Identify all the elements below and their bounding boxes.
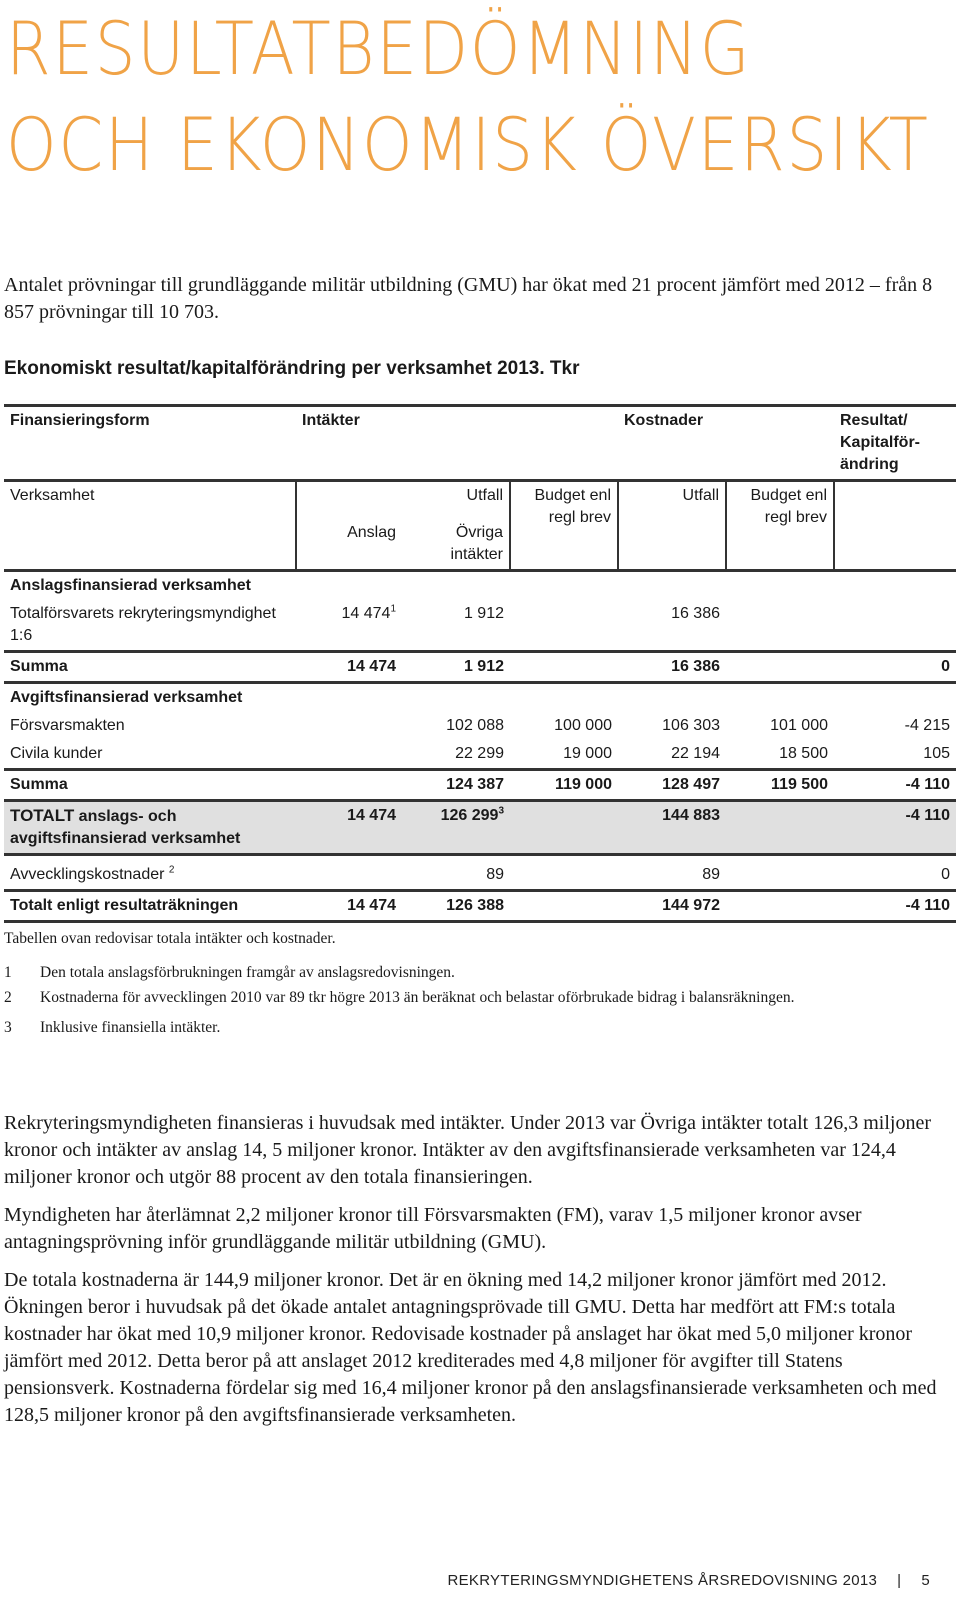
cell-kostnader-utfall: 144 972 (618, 891, 726, 922)
header-anslag: Anslag (347, 524, 396, 541)
header-intakter: Intäkter (296, 406, 618, 481)
header-budget-intakter: Budget enl regl brev (510, 481, 618, 571)
body-paragraph: Rekryteringsmyndigheten finansieras i huvudsak med intäkter. Under 2013 var Övriga intäkter totalt 126,3 miljoner kronor och intäkter av anslag 14, 5 miljoner kronor. Intäkter av den avgiftsfinansierade verksamheten var 124,4 miljoner kronor och utgör 88 procent av den totala finansieringen. (4, 1112, 932, 1188)
table-row (4, 712, 956, 740)
row-label: Avvecklingskostnader $^2$ (4, 855, 296, 891)
cell-ovriga: 126 388 (402, 891, 510, 922)
cell-resultat: -4 110 (834, 891, 956, 922)
section-row (4, 571, 956, 601)
cell-anslag: 14 474 (296, 801, 402, 855)
cell-resultat: 0 (834, 652, 956, 683)
page-title-line-2: OCH EKONOMISK ÖVERSIKT (6, 103, 930, 188)
cell-kostnader-utfall: 106 303 (662, 717, 720, 734)
body-paragraph: Myndigheten har återlämnat 2,2 miljoner kronor till Försvarsmakten (FM), varav 1,5 miljoner kronor avser antagningsprövning inför grundläggande militär utbildning (GMU). (4, 1204, 862, 1253)
cell-resultat: -4 110 (834, 770, 956, 801)
header-utfall-intakter: Utfall (296, 481, 510, 511)
footnote: 2 Kostnaderna för avvecklingen 2010 var 89 tkr högre 2013 än beräknat och belastar oförbrukade bidrag i balansräkningen. (4, 989, 795, 1006)
row-label: Civila kunder (10, 745, 103, 762)
body-text (4, 1110, 944, 1440)
table-caption: Ekonomiskt resultat/kapitalförändring per verksamhet 2013. Tkr (4, 358, 580, 379)
header-utfall-kostnader: Utfall (618, 481, 726, 571)
cell-anslag: 14 474 (296, 652, 402, 683)
cell-budget-intakter: 100 000 (554, 717, 612, 734)
cell-budget-kostnader: 101 000 (770, 717, 828, 734)
cell-ovriga: 89 (402, 855, 510, 891)
row-label: Försvarsmakten (10, 717, 125, 734)
footnote: 3 Inklusive finansiella intäkter. (4, 1019, 221, 1036)
cell-budget-intakter: 19 000 (563, 745, 612, 762)
table-header-row (4, 406, 956, 481)
cell-ovriga: 124 387 (402, 770, 510, 801)
header-ovriga: Övriga intäkter (450, 524, 503, 563)
row-label: Summa (4, 652, 296, 683)
header-finansieringsform: Finansieringsform (4, 406, 296, 481)
table-note: Tabellen ovan redovisar totala intäkter och kostnader. (4, 930, 336, 947)
cell-budget-kostnader: 18 500 (779, 745, 828, 762)
cell-kostnader-utfall: 16 386 (671, 605, 720, 622)
body-paragraph: De totala kostnaderna är 144,9 miljoner kronor. Det är en ökning med 14,2 miljoner kronor jämfört med 2012. Ökningen beror i huvudsak på det ökade antalet antagningsprövade till GMU. Detta har medfört att FM:s totala kostnader har ökat med 10,9 miljoner kronor. Redovisade kostnader på anslaget har ökat med 5,0 miljoner kronor jämfört med 2012. Detta beror på att anslaget 2012 krediterades med 4,8 miljoner för avgifter till Statens pensionsverk. Kostnaderna fördelar sig med 16,4 miljoner kronor på den anslagsfinansierade verksamheten och med 128,5 miljoner kronor på den avgiftsfinansierade verksamheten. (4, 1269, 937, 1426)
cell-resultat: -4 110 (834, 801, 956, 855)
cell-ovriga: 126 $299^3$ (402, 801, 510, 855)
header-budget-kostnader: Budget enl regl brev (726, 481, 834, 571)
cell-kostnader-utfall: 22 194 (671, 745, 720, 762)
footer-separator: | (897, 1572, 902, 1589)
row-label: Totalförsvarets rekryteringsmyndighet 1:6 (10, 605, 276, 644)
row-label: Summa (4, 770, 296, 801)
page-footer (447, 1572, 930, 1589)
cell-budget-kostnader: 119 500 (726, 770, 834, 801)
summary-row (4, 770, 956, 801)
section-row (4, 683, 956, 713)
page-title (6, 2, 930, 194)
cell-anslag: 14 474 (296, 891, 402, 922)
header-resultat: Resultat/ Kapitalför- ändring (834, 406, 956, 481)
summary-row (4, 652, 956, 683)
final-total-row (4, 891, 956, 922)
section-label: Anslagsfinansierad verksamhet (4, 571, 956, 601)
table-row (4, 600, 956, 652)
cell-kostnader-utfall: 89 (618, 855, 726, 891)
cell-resultat: -4 215 (904, 717, 950, 734)
cell-ovriga: 1 912 (463, 605, 504, 622)
table-notes (4, 928, 904, 1042)
cell-resultat: 105 (923, 745, 950, 762)
cell-budget-intakter: 119 000 (510, 770, 618, 801)
cell-ovriga: 22 299 (455, 745, 504, 762)
cell-resultat: 0 (834, 855, 956, 891)
row-label: Totalt enligt resultaträkningen (4, 891, 296, 922)
footnote: 1 Den totala anslagsförbrukningen framgår av anslagsredovisningen. (4, 964, 455, 981)
intro-paragraph: Antalet prövningar till grundläggande militär utbildning (GMU) har ökat med 21 procent jämfört med 2012 – från 8 857 prövningar till 10 703. (4, 274, 933, 323)
footer-title: REKRYTERINGSMYNDIGHETENS ÅRSREDOVISNING 2013 (447, 1572, 878, 1589)
cell-kostnader-utfall: 144 883 (618, 801, 726, 855)
header-verksamhet: Verksamhet (4, 481, 296, 571)
table-subheader-row (4, 481, 956, 511)
cell-kostnader-utfall: 128 497 (618, 770, 726, 801)
row-label: TOTALT anslags- och avgiftsfinansierad verksamhet (4, 801, 296, 855)
cell-ovriga: 1 912 (402, 652, 510, 683)
cell-kostnader-utfall: 16 386 (618, 652, 726, 683)
section-label: Avgiftsfinansierad verksamhet (4, 683, 956, 713)
page-title-line-1: RESULTATBEDÖMNING (6, 7, 752, 92)
total-row (4, 801, 956, 855)
table-row (4, 740, 956, 770)
table-row (4, 855, 956, 891)
cell-ovriga: 102 088 (446, 717, 504, 734)
header-kostnader: Kostnader (618, 406, 834, 481)
page-number: 5 (921, 1572, 930, 1589)
cell-anslag: 14 $474^1$ (341, 603, 396, 622)
financial-table (4, 404, 956, 923)
